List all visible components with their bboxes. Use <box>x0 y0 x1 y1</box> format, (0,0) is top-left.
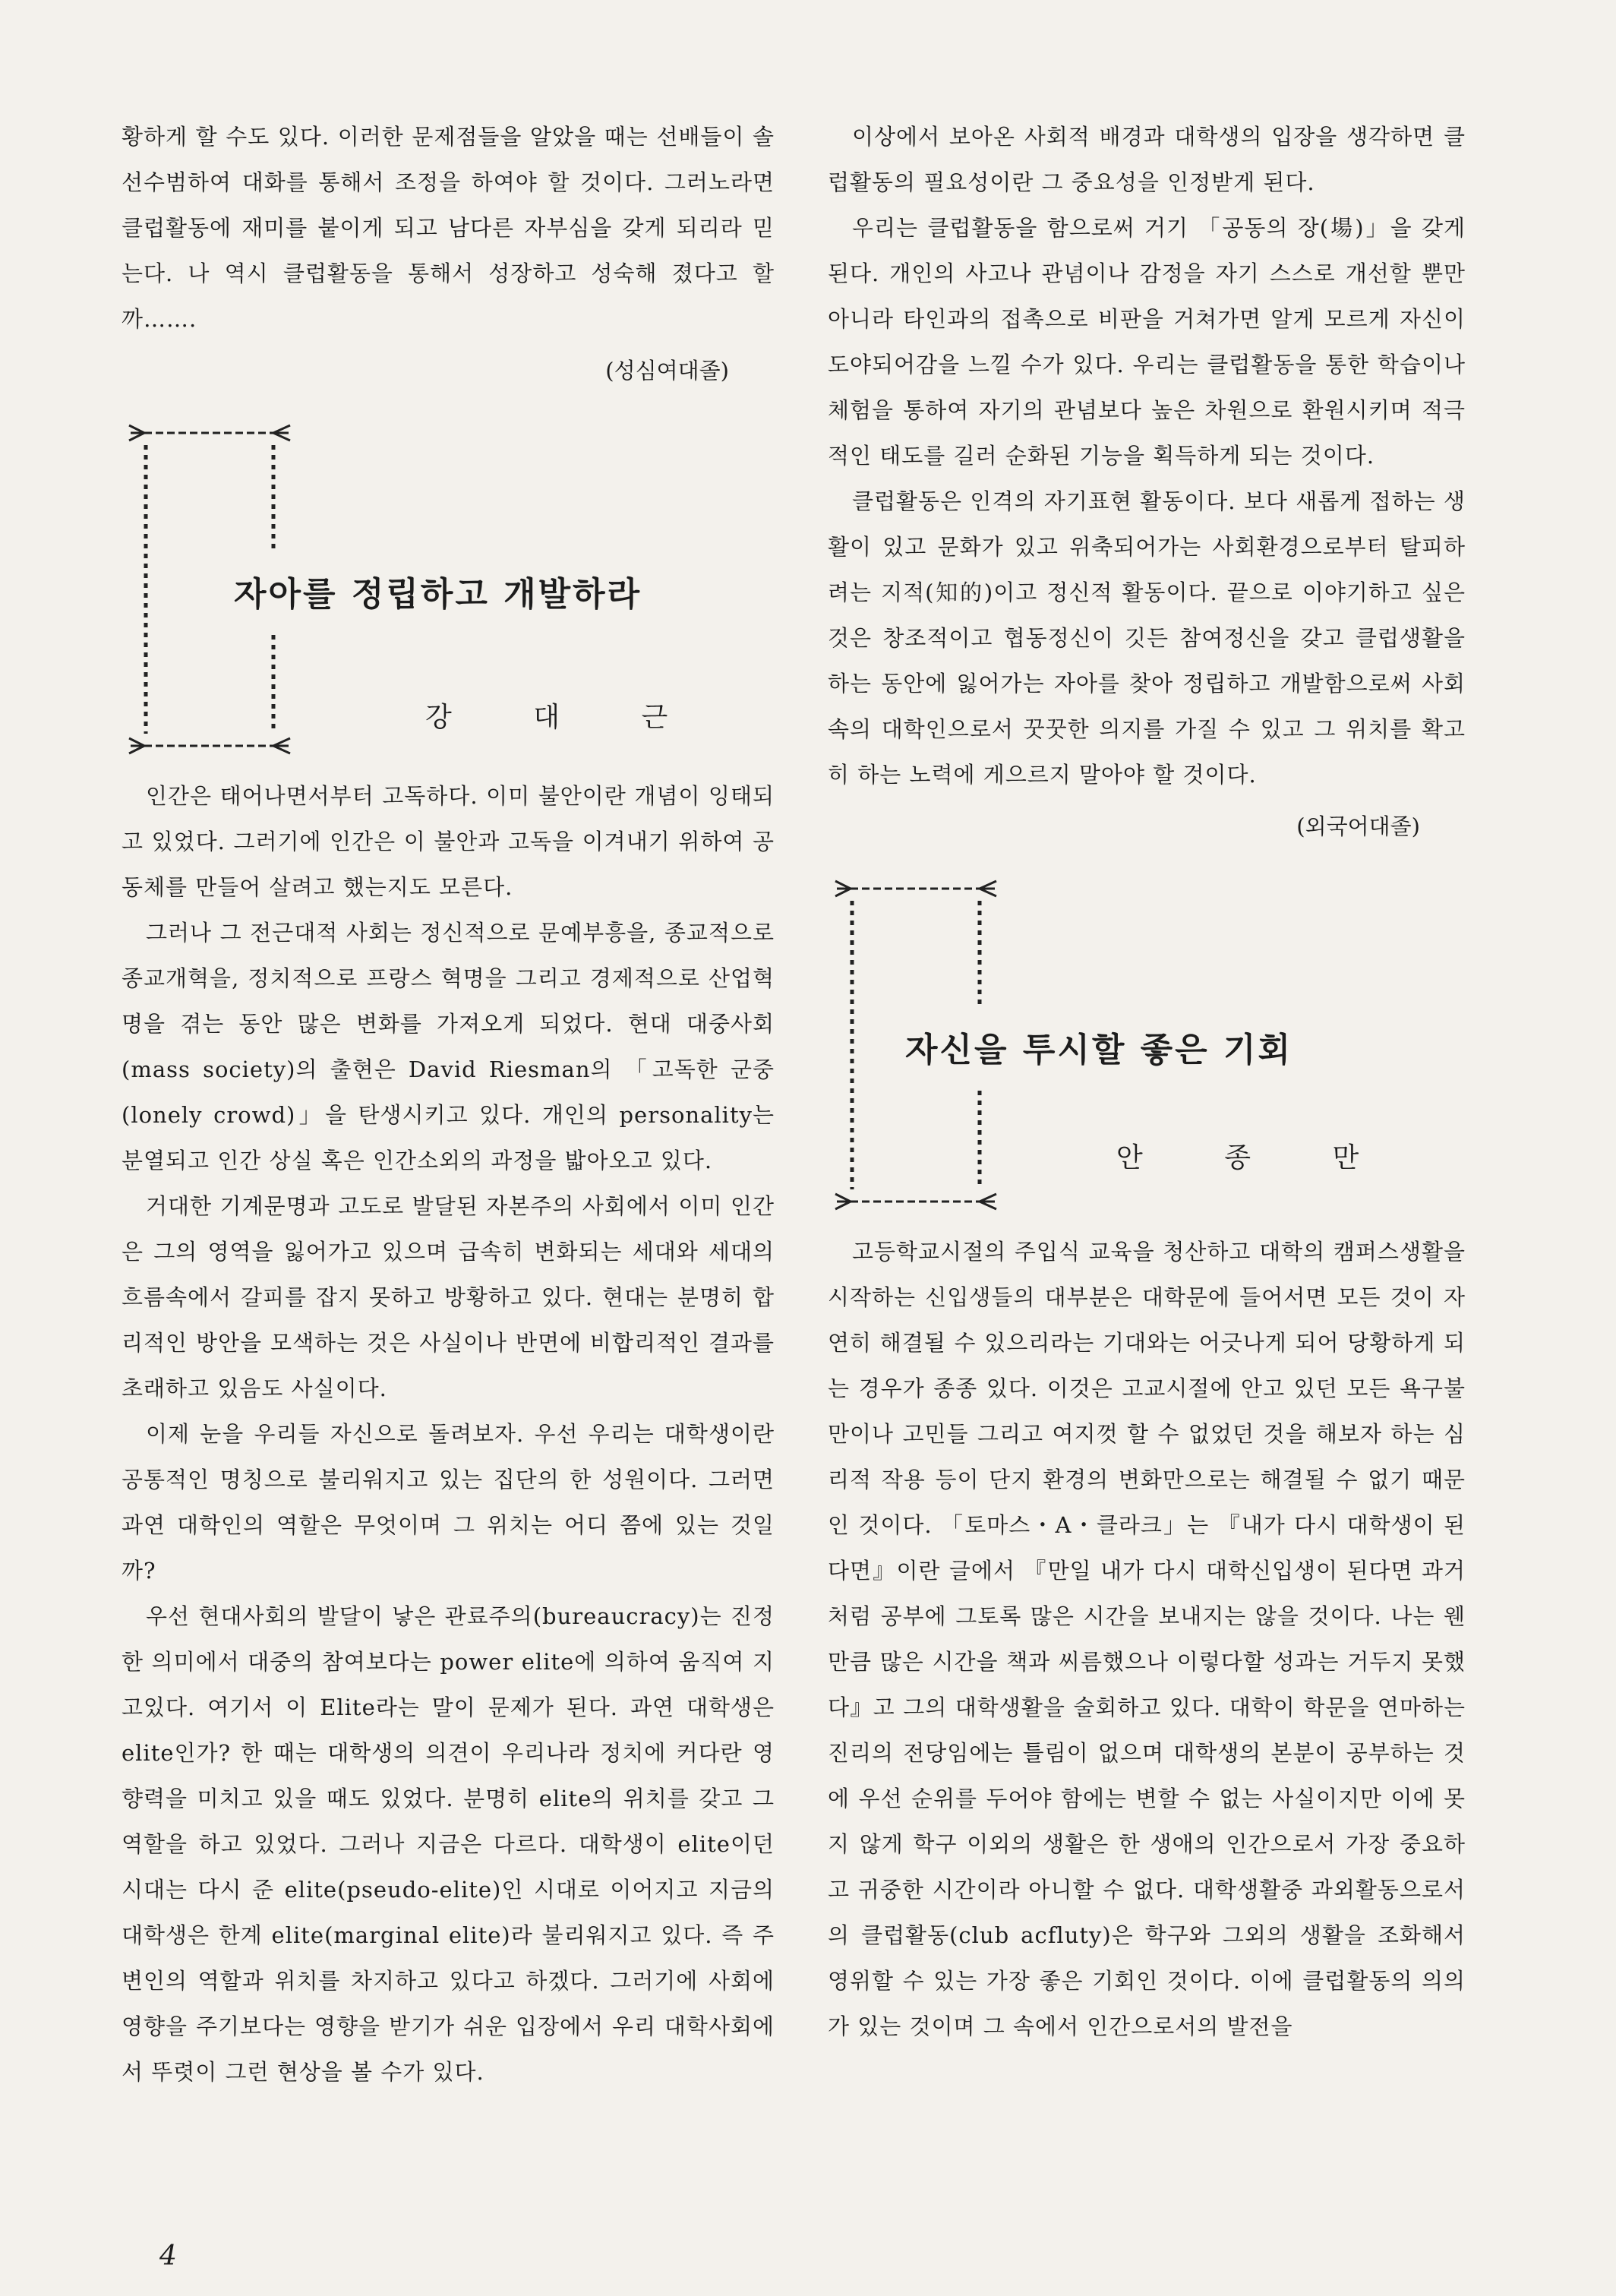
article-title-box <box>122 422 775 756</box>
body-paragraph: 우리는 클럽활동을 함으로써 거기 「공동의 장(場)」을 갖게 된다. 개인의 사고나 관념이나 감정을 자기 스스로 개선할 뿐만 아니라 타인과의 접촉으로 비판을 거쳐가면 알게 모르게 자신이 도야되어감을 느낄 수가 있다. 우리는 클럽활동을 통한 학습이나 체험을 통하여 자기의 관념보다 높은 차원으로 환원시키며 적극적인 태도를 길러 순화된 기능을 획득하게 되는 것이다. <box>828 215 1466 469</box>
article-title-box <box>828 878 1466 1212</box>
intro-signoff: (성심여대졸) <box>605 358 729 384</box>
body-paragraph: 우선 현대사회의 발달이 낳은 관료주의(bureaucracy)는 진정한 의미에서 대중의 참여보다는 power elite에 의하여 움직여 지고있다. 여기서 이 Elite라는 말이 문제가 된다. 과연 대학생은 elite인가? 한 때는 대학생의 의견이 우리나라 정치에 커다란 영향력을 미치고 있을 때도 있었다. 분명히 elite의 위치를 갖고 그 역할을 하고 있었다. 그러나 지금은 다르다. 대학생이 elite이던 시대는 다시 준 elite(pseudo-elite)인 시대로 이어지고 지금의 대학생은 한계 elite(marginal elite)라 불리워지고 있다. 즉 주변인의 역할과 위치를 차지하고 있다고 하겠다. 그러기에 사회에 영향을 주기보다는 영향을 받기가 쉬운 입장에서 우리 대학사회에서 뚜렷이 그런 현상을 볼 수가 있다. <box>122 1603 775 2085</box>
body-paragraph: 이상에서 보아온 사회적 배경과 대학생의 입장을 생각하면 클럽활동의 필요성이란 그 중요성을 인정받게 된다. <box>828 124 1466 195</box>
body-paragraph: 이제 눈을 우리들 자신으로 돌려보자. 우선 우리는 대학생이란 공통적인 명칭으로 불리워지고 있는 집단의 한 성원이다. 그러면 과연 대학인의 역할은 무엇이며 그 위치는 어디 쯤에 있는 것일까? <box>122 1421 775 1584</box>
article-title: 자신을 투시할 좋은 기회 <box>905 1031 1292 1069</box>
intro-signoff: (외국어대졸) <box>1296 813 1420 839</box>
page-number: 4 <box>159 2241 177 2272</box>
body-paragraph: 그러나 그 전근대적 사회는 정신적으로 문예부흥을, 종교적으로 종교개혁을, 정치적으로 프랑스 혁명을 그리고 경제적으로 산업혁명을 겪는 동안 많은 변화를 가져오게 되었다. 현대 대중사회(mass society)의 출현은 David Riesman의 「고독한 군중(lonely crowd)」을 탄생시키고 있다. 개인의 personality는 분열되고 인간 상실 혹은 인간소외의 과정을 밟아오고 있다. <box>122 920 775 1173</box>
article-author: 안 종 만 <box>1116 1142 1396 1173</box>
body-paragraph: 거대한 기계문명과 고도로 발달된 자본주의 사회에서 이미 인간은 그의 영역을 잃어가고 있으며 급속히 변화되는 세대와 세대의 흐름속에서 갈피를 잡지 못하고 방황하고 있다. 현대는 분명히 합리적인 방안을 모색하는 것은 사실이나 반면에 비합리적인 결과를 초래하고 있음도 사실이다. <box>122 1193 775 1401</box>
body-paragraph: 고등학교시절의 주입식 교육을 청산하고 대학의 캠퍼스생활을 시작하는 신입생들의 대부분은 대학문에 들어서면 모든 것이 자연히 해결될 수 있으리라는 기대와는 어긋나게 되어 당황하게 되는 경우가 종종 있다. 이것은 고교시절에 안고 있던 모든 욕구불만이나 고민들 그리고 여지껏 할 수 없었던 것을 해보자 하는 심리적 작용 등이 단지 환경의 변화만으로는 해결될 수 없기 때문인 것이다. 「토마스・A・클라크」는 『내가 다시 대학생이 된다면』이란 글에서 『만일 내가 다시 대학신입생이 된다면 과거처럼 공부에 그토록 많은 시간을 보내지는 않을 것이다. 나는 웬만큼 많은 시간을 책과 씨름했으나 이렇다할 성과는 거두지 못했다』고 그의 대학생활을 술회하고 있다. 대학이 학문을 연마하는 진리의 전당임에는 틀림이 없으며 대학생의 본분이 공부하는 것에 우선 순위를 두어야 함에는 변할 수 없는 사실이지만 이에 못지 않게 학구 이외의 생활은 한 생애의 인간으로서 가장 중요하고 귀중한 시간이라 아니할 수 없다. 대학생활중 과외활동으로서의 클럽활동(club acfluty)은 학구와 그외의 생활을 조화해서 영위할 수 있는 가장 좋은 기회인 것이다. 이에 클럽활동의 의의가 있는 것이며 그 속에서 인간으로서의 발전을 <box>828 1239 1466 2039</box>
body-paragraph: 인간은 태어나면서부터 고독하다. 이미 불안이란 개념이 잉태되고 있었다. 그러기에 인간은 이 불안과 고독을 이겨내기 위하여 공동체를 만들어 살려고 했는지도 모른다. <box>122 783 775 900</box>
intro-paragraph: 황하게 할 수도 있다. 이러한 문제점들을 알았을 때는 선배들이 솔선수범하여 대화를 통해서 조정을 하여야 할 것이다. 그러노라면 클럽활동에 재미를 붙이게 되고 남다른 자부심을 갖게 되리라 믿는다. 나 역시 클럽활동을 통해서 성장하고 성숙해 졌다고 할까……. <box>122 124 775 332</box>
body-paragraph: 클럽활동은 인격의 자기표현 활동이다. 보다 새롭게 접하는 생활이 있고 문화가 있고 위축되어가는 사회환경으로부터 탈피하려는 지적(知的)이고 정신적 활동이다. 끝으로 이야기하고 싶은 것은 창조적이고 협동정신이 깃든 참여정신을 갖고 클럽생활을 하는 동안에 잃어가는 자아를 찾아 정립하고 개발함으로써 사회 속의 대학인으로서 꿋꿋한 의지를 가질 수 있고 그 위치를 확고히 하는 노력에 게으르지 말아야 할 것이다. <box>828 488 1466 788</box>
article-title: 자아를 정립하고 개발하라 <box>234 575 642 614</box>
right-column <box>828 114 1466 2049</box>
left-column <box>122 114 775 2095</box>
article-author: 강 대 근 <box>425 702 705 733</box>
